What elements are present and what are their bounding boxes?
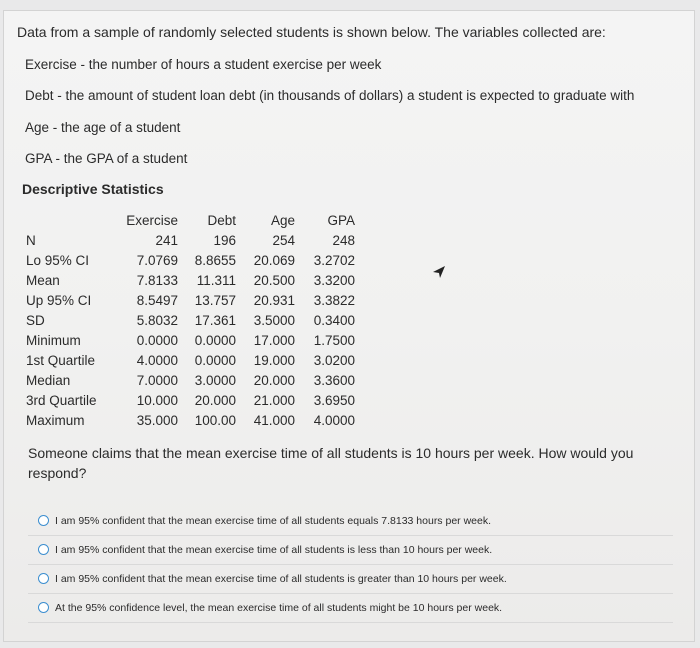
col-header-debt: Debt (207, 213, 236, 228)
row-label: Up 95% CI (26, 293, 92, 308)
variable-age: Age - the age of a student (25, 120, 181, 135)
stats-table (18, 211, 378, 431)
cell-exercise: 5.8032 (136, 313, 178, 328)
cell-age: 20.000 (253, 373, 295, 388)
radio-circle-icon[interactable] (38, 544, 49, 555)
stats-row-up-ci (18, 291, 378, 311)
cell-exercise: 8.5497 (136, 293, 178, 308)
intro-text: Data from a sample of randomly selected students is shown below. The variables collected are: (17, 24, 606, 40)
row-label: Median (26, 373, 71, 388)
cell-age: 20.069 (253, 253, 295, 268)
answer-option-label: At the 95% confidence level, the mean exercise time of all students might be 10 hours per week. (55, 601, 503, 614)
cell-gpa: 3.3200 (313, 273, 355, 288)
option-divider (28, 622, 673, 623)
cell-gpa: 1.7500 (313, 333, 355, 348)
stats-row-n (18, 231, 378, 251)
cell-debt: 196 (213, 233, 236, 248)
cell-gpa: 248 (332, 233, 355, 248)
cell-gpa: 3.2702 (313, 253, 355, 268)
cell-exercise: 241 (155, 233, 178, 248)
col-header-gpa: GPA (327, 213, 355, 228)
cell-debt: 17.361 (194, 313, 236, 328)
row-label: 1st Quartile (26, 353, 96, 368)
variable-exercise: Exercise - the number of hours a student exercise per week (25, 57, 382, 72)
cell-gpa: 4.0000 (313, 413, 355, 428)
cell-exercise: 7.0000 (136, 373, 178, 388)
cell-debt: 0.0000 (194, 353, 236, 368)
cell-age: 254 (272, 233, 295, 248)
cell-exercise: 4.0000 (136, 353, 178, 368)
cell-age: 21.000 (253, 393, 295, 408)
stats-header-row (18, 211, 378, 231)
stats-row-median (18, 371, 378, 391)
stats-row-q3 (18, 391, 378, 411)
cell-gpa: 3.3600 (313, 373, 355, 388)
radio-circle-icon[interactable] (38, 515, 49, 526)
cell-exercise: 35.000 (136, 413, 178, 428)
cell-gpa: 0.3400 (313, 313, 355, 328)
stats-row-minimum (18, 331, 378, 351)
cell-debt: 8.8655 (194, 253, 236, 268)
cell-exercise: 0.0000 (136, 333, 178, 348)
cell-age: 19.000 (253, 353, 295, 368)
cell-debt: 11.311 (196, 273, 236, 288)
stats-row-maximum (18, 411, 378, 431)
answer-option-label: I am 95% confident that the mean exercise time of all students equals 7.8133 hours per week. (55, 514, 492, 527)
answer-option-3[interactable] (28, 565, 668, 592)
answer-option-2[interactable] (28, 536, 668, 563)
question-text: Someone claims that the mean exercise time of all students is 10 hours per week. How would you respond? (28, 445, 634, 481)
mouse-cursor-icon (432, 264, 446, 280)
stats-row-mean (18, 271, 378, 291)
row-label: Minimum (26, 333, 81, 348)
answer-option-label: I am 95% confident that the mean exercise time of all students is greater than 10 hours per week. (55, 572, 507, 585)
row-label: SD (26, 313, 45, 328)
stats-heading: Descriptive Statistics (22, 181, 164, 197)
radio-circle-icon[interactable] (38, 573, 49, 584)
cell-gpa: 3.3822 (313, 293, 355, 308)
cell-debt: 0.0000 (194, 333, 236, 348)
stats-row-sd (18, 311, 378, 331)
row-label: 3rd Quartile (26, 393, 97, 408)
cell-debt: 20.000 (194, 393, 236, 408)
row-label: N (26, 233, 36, 248)
stats-row-lo-ci (18, 251, 378, 271)
cell-exercise: 7.0769 (136, 253, 178, 268)
variable-gpa: GPA - the GPA of a student (25, 151, 188, 166)
cell-debt: 3.0000 (194, 373, 236, 388)
cell-age: 3.5000 (253, 313, 295, 328)
row-label: Lo 95% CI (26, 253, 90, 268)
row-label: Mean (26, 273, 60, 288)
cell-debt: 100.00 (194, 413, 236, 428)
cell-gpa: 3.0200 (313, 353, 355, 368)
cell-exercise: 7.8133 (136, 273, 178, 288)
cell-age: 17.000 (253, 333, 295, 348)
col-header-exercise: Exercise (126, 213, 178, 228)
radio-circle-icon[interactable] (38, 602, 49, 613)
cell-exercise: 10.000 (136, 393, 178, 408)
row-label: Maximum (26, 413, 85, 428)
answer-option-4[interactable] (28, 594, 668, 621)
cell-gpa: 3.6950 (313, 393, 355, 408)
answer-option-1[interactable] (28, 507, 668, 534)
variable-debt: Debt - the amount of student loan debt (in thousands of dollars) a student is expected to graduate with (25, 88, 635, 103)
cell-age: 20.931 (253, 293, 295, 308)
answer-option-label: I am 95% confident that the mean exercise time of all students is less than 10 hours per week. (55, 543, 493, 556)
cell-age: 41.000 (253, 413, 295, 428)
col-header-age: Age (270, 213, 295, 228)
stats-row-q1 (18, 351, 378, 371)
cell-age: 20.500 (253, 273, 295, 288)
cell-debt: 13.757 (194, 293, 236, 308)
